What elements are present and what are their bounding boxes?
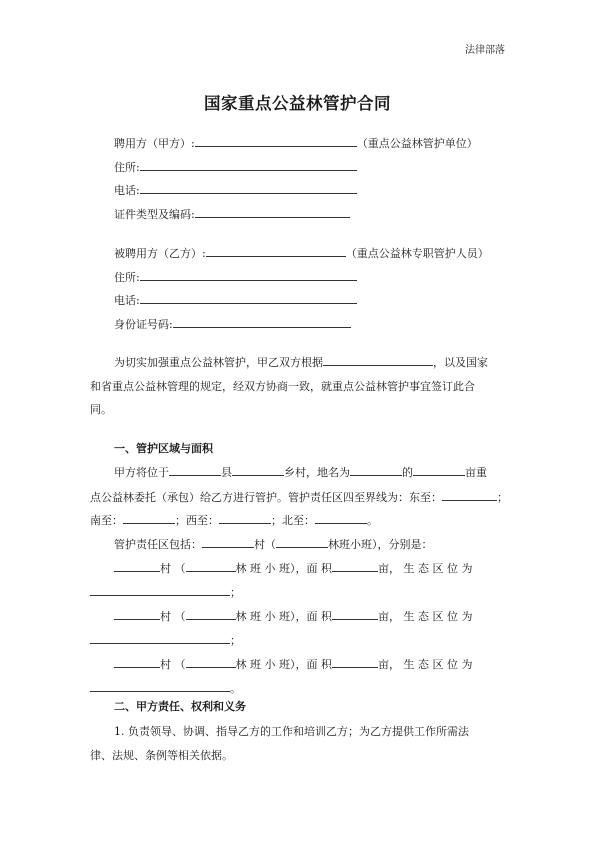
party-a-address-field[interactable] [140,160,357,171]
intro-text-1: 为切实加强重点公益林管护，甲乙双方根据 [114,356,323,369]
party-a-address-row [114,159,357,175]
party-a-phone-field[interactable] [140,183,357,194]
item-text: 林 班 小 班），面 积 [235,658,332,671]
s1-text: 甲方将位于 [114,466,169,479]
item-text: 林 班 小 班），面 积 [235,610,332,623]
list-item [114,560,472,576]
north-boundary-field[interactable] [315,513,367,524]
item-text: 亩， 生 态 区 位 为 [378,562,473,575]
township-field[interactable] [232,465,284,476]
s1-text: ；北至： [271,514,315,527]
party-b-address-label: 住所: [114,271,140,284]
south-boundary-field[interactable] [123,513,175,524]
party-b-note: （重点公益林专职管护人员） [345,247,489,260]
s1-line-4 [114,536,433,552]
s1-text: 乡村，地名为 [284,466,350,479]
party-b-phone-field[interactable] [140,293,357,304]
party-b-label: 被聘用方（乙方）: [114,247,206,260]
party-b-id-row [114,316,351,332]
s1-text: 点公益林委托（承包）给乙方进行管护。管护责任区四至界线为：东至： [90,491,442,504]
party-a-phone-label: 电话: [114,184,140,197]
county-field[interactable] [169,465,221,476]
east-boundary-field[interactable] [442,490,497,501]
intro-line-2: 和省重点公益林管理的规定，经双方协商一致，就重点公益林管护事宜签订此合 [90,380,475,393]
item-village-field[interactable] [114,561,160,572]
party-b-id-field[interactable] [173,317,351,328]
s1-line-1 [114,464,487,480]
item-text: ； [230,586,241,599]
party-a-name-field[interactable] [195,136,357,147]
item-location-field[interactable] [90,585,230,596]
village-field[interactable] [202,537,254,548]
s1-line-3 [90,512,378,528]
party-b-name-field[interactable] [206,246,346,257]
s1-text: ；西至： [175,514,219,527]
party-a-label: 聘用方（甲方）: [114,137,195,150]
list-item [114,608,472,624]
item-class-field[interactable] [186,609,236,620]
intro-text-2: ，以及国家 [433,356,488,369]
intro-basis-field[interactable] [323,355,433,366]
brand-header: 法律部落 [465,45,505,56]
party-a-phone-row [114,182,357,198]
acreage-field[interactable] [413,465,465,476]
item-text: ； [230,634,241,647]
s1-text: ； [497,491,508,504]
s1-text: 村（ [254,538,276,551]
s1-text: 南至： [90,514,123,527]
list-item [114,656,472,672]
section-2-heading: 二、甲方责任、权利和义务 [114,700,246,713]
s1-text: 林班小班），分别是： [328,538,433,551]
item-area-field[interactable] [332,561,378,572]
item-village-field[interactable] [114,657,160,668]
party-b-phone-row [114,292,357,308]
party-b-row [114,245,489,261]
item-location-field[interactable] [90,633,230,644]
party-b-address-field[interactable] [140,270,357,281]
item-area-field[interactable] [332,609,378,620]
item-text: 村 （ [160,562,186,575]
party-a-address-label: 住所: [114,161,140,174]
item-class-field[interactable] [186,561,236,572]
document-title: 国家重点公益林管护合同 [204,94,391,113]
s1-text: 。 [367,514,378,527]
item-text: 亩， 生 态 区 位 为 [378,610,473,623]
west-boundary-field[interactable] [219,513,271,524]
party-a-row [114,135,478,151]
party-b-id-label: 身份证号码: [114,318,173,331]
item-text: 。 [230,682,241,695]
party-b-phone-label: 电话: [114,294,140,307]
forest-class-field[interactable] [276,537,328,548]
party-a-id-label: 证件类型及编码: [114,208,195,221]
party-a-id-field[interactable] [195,207,350,218]
item-text: 亩， 生 态 区 位 为 [378,658,473,671]
list-item-cont [90,584,241,600]
item-text: 村 （ [160,610,186,623]
s1-text: 亩重 [465,466,487,479]
item-area-field[interactable] [332,657,378,668]
s1-text: 的 [402,466,413,479]
list-item-cont [90,680,241,696]
s1-text: 县 [221,466,232,479]
item-village-field[interactable] [114,609,160,620]
s2-para-1-line-1: 1. 负责领导、协调、指导乙方的工作和培训乙方；为乙方提供工作所需法 [114,725,469,738]
party-a-note: （重点公益林管护单位） [356,137,478,150]
s1-line-2 [90,489,508,505]
intro-line-3: 同。 [90,403,112,416]
item-location-field[interactable] [90,681,230,692]
s1-text: 管护责任区包括： [114,538,202,551]
s2-para-1-line-2: 律、法规、条例等相关依据。 [90,749,233,762]
party-a-id-row [114,206,350,222]
intro-line-1 [114,354,488,370]
party-b-address-row [114,269,357,285]
place-name-field[interactable] [350,465,402,476]
list-item-cont [90,632,241,648]
item-class-field[interactable] [186,657,236,668]
section-1-heading: 一、管护区域与面积 [114,442,213,455]
item-text: 林 班 小 班），面 积 [235,562,332,575]
item-text: 村 （ [160,658,186,671]
